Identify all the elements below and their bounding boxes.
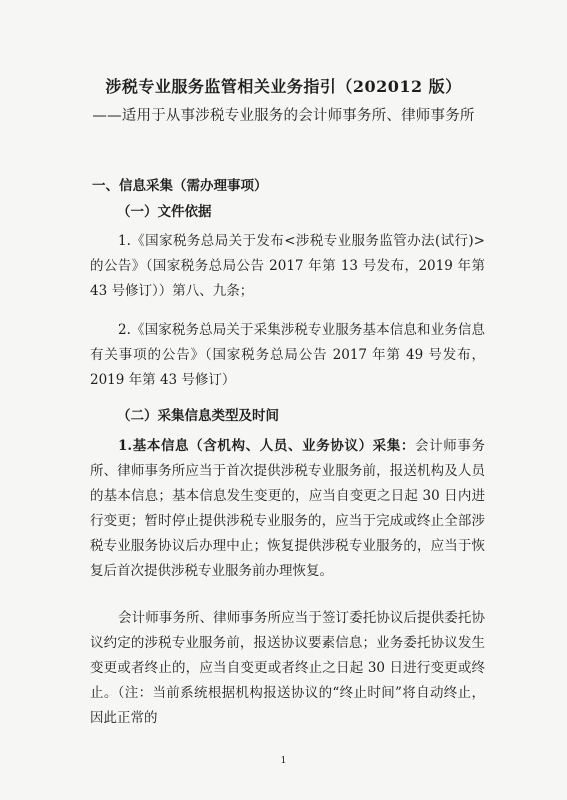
document-subtitle: ——适用于从事涉税专业服务的会计师事务所、律师事务所 xyxy=(92,108,475,124)
page-number: 1 xyxy=(280,756,287,766)
paragraph-rest: 会计师事务所、律师事务所应当于首次提供涉税专业服务前，报送机构及人员的基本信息；基本信息发生变更的，应当自变更之日起 30 日内进行变更；暂时停止提供涉税专业服务的，应当于完成或终止全部涉税专业服务协议后办理中止；恢复提供涉税专业服务的，应当于恢复后首次提供涉税专业服务前办理恢复。 xyxy=(90,438,486,579)
paragraph-basis-2: 2.《国家税务总局关于采集涉税专业服务基本信息和业务信息有关事项的公告》（国家税务总局公告 2017 年第 49 号发布，2019 年第 43 号修订） xyxy=(90,322,485,388)
section-heading-info-collection: 一、信息采集（需办理事项） xyxy=(92,178,268,194)
document-title: 涉税专业服务监管相关业务指引（202012 版） xyxy=(105,77,462,96)
paragraph-basis-1: 1.《国家税务总局关于发布<涉税专业服务监管办法(试行)>的公告》（国家税务总局公告 2017 年第 13 号发布，2019 年第 43 号修订））第八、九条； xyxy=(90,233,485,299)
subsection-heading-info-types: （二）采集信息类型及时间 xyxy=(117,408,279,424)
paragraph-lead: 1.基本信息（含机构、人员、业务协议）采集： xyxy=(118,438,416,454)
paragraph-agreement-info: 会计师事务所、律师事务所应当于签订委托协议后提供委托协议约定的涉税专业服务前，报送协议要素信息；业务委托协议发生变更或者终止的，应当自变更或者终止之日起 30 日进行变更或终止。（注：当前系统根据机构报送协议的“终止时间”将自动终止，因此正常的 xyxy=(90,610,485,726)
paragraph-basic-info xyxy=(90,434,485,584)
subsection-heading-basis: （一）文件依据 xyxy=(117,204,212,220)
